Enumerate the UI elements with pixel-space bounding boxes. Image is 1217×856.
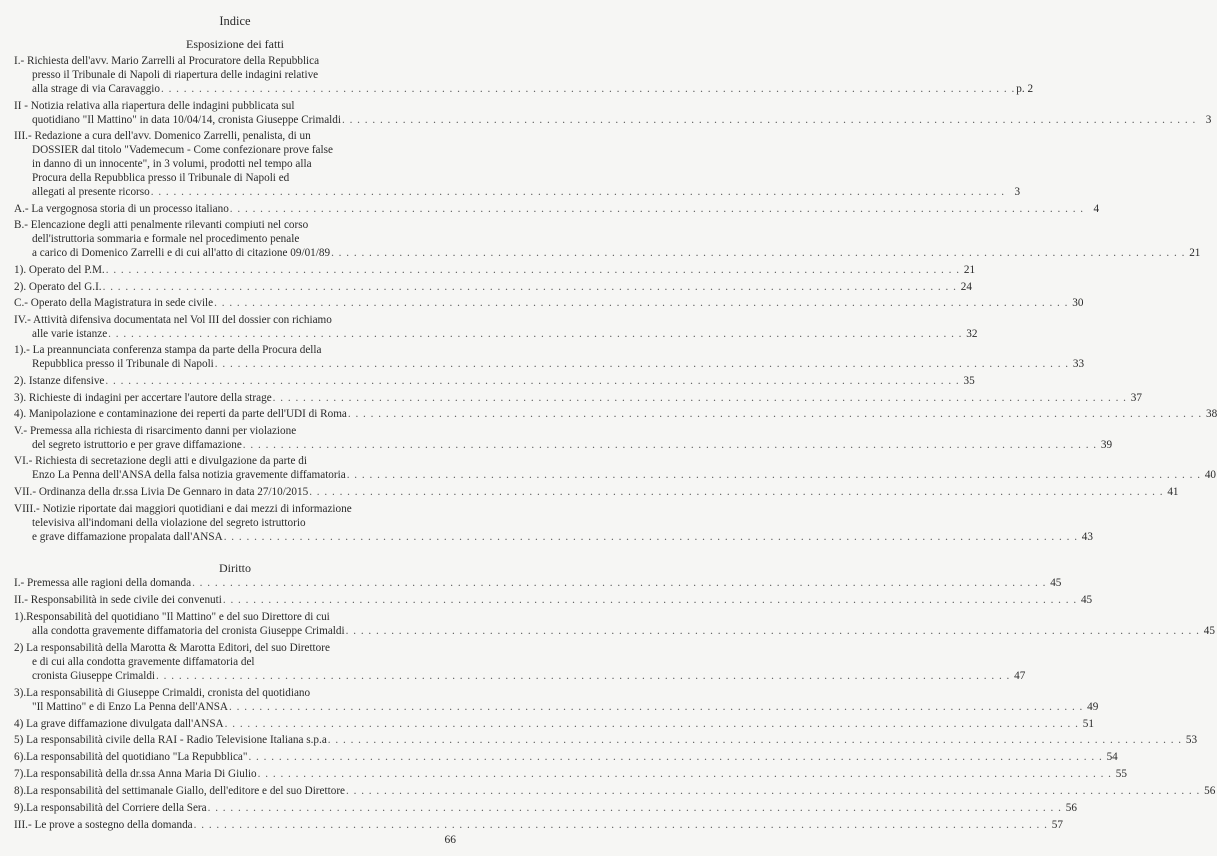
entry-last-line [14,468,1216,482]
entry-last-line [14,113,1212,127]
entry-page-number: 33 [1072,358,1085,371]
dot-leader: . . . . . . . . . . . . . . . . . . . . . . . . . . . . . . . . . . . . . . . . . . . . . . . . . . . . . . . . . . . . . . . . . . . . . . . . . . . . . . . . . . . . . . . . . . . . . . . . . . . . . . . . . . . . . . . . . [193,818,1048,831]
dot-leader: . . . . . . . . . . . . . . . . . . . . . . . . . . . . . . . . . . . . . . . . . . . . . . . . . . . . . . . . . . . . . . . . . . . . . . . . . . . . . . . . . . . . . . . . . . . . . . . . . . . . . . . . . . . . . . . . . [160,83,1016,95]
index-entry [14,502,1093,544]
entry-page-number: 43 [1081,530,1093,543]
index-entry [14,717,1094,731]
entry-page-number: 49 [1087,700,1099,713]
entry-last-line [14,407,1217,421]
entry-line: B.- Elencazione degli atti penalmente rilevanti compiuti nel corso [14,219,309,232]
entry-last-line [14,624,1215,638]
entry-text: 9).La responsabilità del Corriere della Sera [14,802,207,814]
entry-line: DOSSIER dal titolo "Vademecum - Come confezionare prove false [32,144,333,157]
index-entry [14,424,1113,452]
entry-text: 4) La grave diffamazione divulgata dall'ANSA [14,717,224,730]
index-entry [14,784,1216,798]
entry-text: 2). Operato del G.I. [14,280,102,293]
index-entry [14,202,1100,216]
dot-leader: . . . . . . . . . . . . . . . . . . . . . . . . . . . . . . . . . . . . . . . . . . . . . . . . . . . . . . . . . . . . . . . . . . . . . . . . . . . . . . . . . . . . . . . . . . . . . . . . . . . . . . . . . . . . . . . . . [257,768,1112,781]
entry-page-number: 53 [1185,734,1198,747]
entry-text: alle varie istanze [32,327,108,340]
index-entry [14,686,1099,714]
entry-page-number: 40 [1204,469,1216,482]
entry-last-line [14,246,1201,260]
entry-line: 1).- La preannunciata conferenza stampa da parte della Procura della [14,344,322,357]
entry-text: del segreto istruttorio e per grave diffamazione [32,438,242,451]
dot-leader: . . . . . . . . . . . . . . . . . . . . . . . . . . . . . . . . . . . . . . . . . . . . . . . . . . . . . . . . . . . . . . . . . . . . . . . . . . . . . . . . . . . . . . . . . . . . . . . . . . . . . . . . . . . . . . . . . [309,486,1164,498]
entry-line: I.- Richiesta dell'avv. Mario Zarrelli al Procuratore della Repubblica [14,55,320,67]
entry-line: VI.- Richiesta di secretazione degli atti e divulgazione da parte di [14,455,307,468]
entry-line: III.- Redazione a cura dell'avv. Domenico Zarrelli, penalista, di un [14,130,311,143]
index-entry [14,296,1084,310]
entry-last-line [14,767,1127,781]
entry-last-line [14,593,1093,607]
entry-page-number: 41 [1167,486,1179,498]
index-entry [14,641,1026,683]
dot-leader: . . . . . . . . . . . . . . . . . . . . . . . . . . . . . . . . . . . . . . . . . . . . . . . . . . . . . . . . . . . . . . . . . . . . . . . . . . . . . . . . . . . . . . . . . . . . . . . . . . . . . . . . . . . . . . . . . [192,577,1047,589]
entry-last-line [14,438,1113,452]
entry-text: I.- Premessa alle ragioni della domanda [14,577,192,589]
index-entry [14,750,1118,764]
entry-line: presso il Tribunale di Napoli di riapertura delle indagini relative [32,69,319,81]
entry-last-line [14,669,1026,683]
entry-text: 3). Richieste di indagini per accertare l'autore della strage [14,391,272,404]
entry-page-number: 57 [1051,818,1063,831]
entry-text: VII.- Ordinanza della dr.ssa Livia De Gennaro in data 27/10/2015 [14,486,309,498]
entry-page-number: 24 [960,280,972,293]
entry-line: VIII.- Notizie riportate dai maggiori quotidiani e dai mezzi di informazione [14,502,352,515]
entry-page-number: 45 [1203,624,1215,637]
entry-line: 2) La responsabilità della Marotta & Marotta Editori, del suo Direttore [14,641,330,654]
entry-page-number: 4 [1093,202,1100,215]
entry-page-number: 37 [1130,391,1142,404]
dot-leader: . . . . . . . . . . . . . . . . . . . . . . . . . . . . . . . . . . . . . . . . . . . . . . . . . . . . . . . . . . . . . . . . . . . . . . . . . . . . . . . . . . . . . . . . . . . . . . . . . . . . . . . . . . . . . . . . . [229,700,1084,713]
entry-last-line [14,530,1093,544]
index-entry [14,576,1062,590]
entry-last-line [14,700,1099,714]
entry-text: e grave diffamazione propalata dall'ANSA [32,530,223,543]
entry-text: 2). Istanze difensive [14,375,105,387]
entry-page-number: 51 [1082,717,1094,730]
entry-text: 1). Operato del P.M. [14,264,105,276]
entry-line: 3).La responsabilità di Giuseppe Crimaldi, cronista del quotidiano [14,686,311,699]
entry-line: IV.- Attività difensiva documentata nel Vol III del dossier con richiamo [14,313,332,326]
index-entry [14,313,978,341]
entry-last-line [14,357,1085,371]
entry-page-number: 30 [1072,297,1084,310]
index-entry [14,374,975,388]
dot-leader: . . . . . . . . . . . . . . . . . . . . . . . . . . . . . . . . . . . . . . . . . . . . . . . . . . . . . . . . . . . . . . . . . . . . . . . . . . . . . . . . . . . . . . . . . . . . . . . . . . . . . . . . . . . . . . . . . [207,802,1062,814]
entry-line: e di cui alla condotta gravemente diffamatoria del [32,655,255,668]
entry-last-line [14,576,1062,590]
entry-page-number: 54 [1106,751,1118,764]
entry-page-number: 47 [1014,669,1026,682]
section-heading-facts: Esposizione dei fatti [186,37,284,51]
entry-last-line [14,263,976,277]
entry-page-number: 56 [1204,785,1216,798]
dot-leader: . . . . . . . . . . . . . . . . . . . . . . . . . . . . . . . . . . . . . . . . . . . . . . . . . . . . . . . . . . . . . . . . . . . . . . . . . . . . . . . . . . . . . . . . . . . . . . . . . . . . . . . . . . . . . . . . . [108,327,963,340]
index-entry [14,767,1127,781]
dot-leader: . . . . . . . . . . . . . . . . . . . . . . . . . . . . . . . . . . . . . . . . . . . . . . . . . . . . . . . . . . . . . . . . . . . . . . . . . . . . . . . . . . . . . . . . . . . . . . . . . . . . . . . . . . . . . . . . . [223,530,1078,543]
entry-last-line [14,82,1034,96]
entry-text: 8).La responsabilità del settimanale Giallo, dell'editore e del suo Direttore [14,785,346,798]
entry-line: dell'istruttoria sommaria e formale nel procedimento penale [32,233,300,246]
dot-leader: . . . . . . . . . . . . . . . . . . . . . . . . . . . . . . . . . . . . . . . . . . . . . . . . . . . . . . . . . . . . . . . . . . . . . . . . . . . . . . . . . . . . . . . . . . . . . . . . . . . . . . . . . . . . . . . . . [272,391,1127,404]
entry-page-number: 55 [1115,768,1127,781]
index-entry [14,218,1201,260]
dot-leader: . . . . . . . . . . . . . . . . . . . . . . . . . . . . . . . . . . . . . . . . . . . . . . . . . . . . . . . . . . . . . . . . . . . . . . . . . . . . . . . . . . . . . . . . . . . . . . . . . . . . . . . . . . . . . . . . . [242,438,1098,451]
entry-page-number: 38 [1205,408,1217,421]
dot-leader: . . . . . . . . . . . . . . . . . . . . . . . . . . . . . . . . . . . . . . . . . . . . . . . . . . . . . . . . . . . . . . . . . . . . . . . . . . . . . . . . . . . . . . . . . . . . . . . . . . . . . . . . . . . . . . . . . [222,593,1078,606]
entry-last-line [14,801,1077,815]
dot-leader: . . . . . . . . . . . . . . . . . . . . . . . . . . . . . . . . . . . . . . . . . . . . . . . . . . . . . . . . . . . . . . . . . . . . . . . . . . . . . . . . . . . . . . . . . . . . . . . . . . . . . . . . . . . . . . . . . [346,785,1201,798]
entry-last-line [14,296,1084,310]
index-entry [14,129,1021,199]
entry-line: in danno di un innocente", in 3 volumi, prodotti nel tempo alla [32,158,312,171]
dot-leader: . . . . . . . . . . . . . . . . . . . . . . . . . . . . . . . . . . . . . . . . . . . . . . . . . . . . . . . . . . . . . . . . . . . . . . . . . . . . . . . . . . . . . . . . . . . . . . . . . . . . . . . . . . . . . . . . . [341,113,1197,126]
dot-leader: . . . . . . . . . . . . . . . . . . . . . . . . . . . . . . . . . . . . . . . . . . . . . . . . . . . . . . . . . . . . . . . . . . . . . . . . . . . . . . . . . . . . . . . . . . . . . . . . . . . . . . . . . . . . . . . . . [229,202,1085,215]
index-entry [14,733,1198,747]
entry-last-line [14,280,972,294]
dot-leader: . . . . . . . . . . . . . . . . . . . . . . . . . . . . . . . . . . . . . . . . . . . . . . . . . . . . . . . . . . . . . . . . . . . . . . . . . . . . . . . . . . . . . . . . . . . . . . . . . . . . . . . . . . . . . . . . . [214,297,1069,310]
entry-page-number: 35 [963,375,975,387]
entry-page-number: 3 [1205,113,1212,126]
index-entry [14,485,1179,499]
page-number: 66 [444,834,456,846]
entry-page-number: p. 2 [1016,83,1034,95]
entry-text: cronista Giuseppe Crimaldi [32,669,156,682]
entry-last-line [14,784,1216,798]
entry-text: 7).La responsabilità della dr.ssa Anna Maria Di Giulio [14,768,257,781]
index-entry [14,391,1142,405]
entry-last-line [14,327,978,341]
entry-text: "Il Mattino" e di Enzo La Penna dell'ANSA [32,700,229,713]
entry-text: quotidiano "Il Mattino" in data 10/04/14, cronista Giuseppe Crimaldi [32,113,341,126]
entry-line: televisiva all'indomani della violazione del segreto istruttorio [32,516,306,529]
entry-page-number: 39 [1100,438,1113,451]
entry-text: 5) La responsabilità civile della RAI - Radio Televisione Italiana s.p.a [14,734,327,747]
index-entry [14,263,976,277]
dot-leader: . . . . . . . . . . . . . . . . . . . . . . . . . . . . . . . . . . . . . . . . . . . . . . . . . . . . . . . . . . . . . . . . . . . . . . . . . . . . . . . . . . . . . . . . . . . . . . . . . . . . . . . . . . . . . . . . . [327,734,1183,747]
entry-last-line [14,750,1118,764]
dot-leader: . . . . . . . . . . . . . . . . . . . . . . . . . . . . . . . . . . . . . . . . . . . . . . . . . . . . . . . . . . . . . . . . . . . . . . . . . . . . . . . . . . . . . . . . . . . . . . . . . . . . . . . . . . . . . . . . . [345,624,1200,637]
entry-text: Repubblica presso il Tribunale di Napoli [32,358,214,371]
dot-leader: . . . . . . . . . . . . . . . . . . . . . . . . . . . . . . . . . . . . . . . . . . . . . . . . . . . . . . . . . . . . . . . . . . . . . . . . . . . . . . . . . . . . . . . . . . . . . . . . . . . . . . . . . . . . . . . . . [214,358,1070,371]
entry-text: alla condotta gravemente diffamatoria del cronista Giuseppe Crimaldi [32,624,345,637]
page-title: Indice [219,14,251,28]
dot-leader: . . . . . . . . . . . . . . . . . . . . . . . . . . . . . . . . . . . . . . . . . . . . . . . . . . . . . . . . . . . . . . . . . . . . . . . . . . . . . . . . . . . . . . . . . . . . . . . . . . . . . . . . . . . . . . . . . [102,280,957,293]
entry-last-line [14,818,1063,832]
index-entry [14,801,1077,815]
entry-line: Procura della Repubblica presso il Tribunale di Napoli ed [32,172,290,185]
index-entry [14,454,1216,482]
entry-text: 6).La responsabilità del quotidiano "La Repubblica" [14,751,248,764]
entry-text: 4). Manipolazione e contaminazione dei reperti da parte dell'UDI di Roma [14,408,347,421]
entry-text: A.- La vergognosa storia di un processo italiano [14,202,229,215]
entry-last-line [14,717,1094,731]
entry-last-line [14,733,1198,747]
index-entry [14,818,1063,832]
dot-leader: . . . . . . . . . . . . . . . . . . . . . . . . . . . . . . . . . . . . . . . . . . . . . . . . . . . . . . . . . . . . . . . . . . . . . . . . . . . . . . . . . . . . . . . . . . . . . . . . . . . . . . . . . . . . . . . . . [346,469,1201,482]
entry-line: V.- Premessa alla richiesta di risarcimento danni per violazione [14,424,297,437]
dot-leader: . . . . . . . . . . . . . . . . . . . . . . . . . . . . . . . . . . . . . . . . . . . . . . . . . . . . . . . . . . . . . . . . . . . . . . . . . . . . . . . . . . . . . . . . . . . . . . . . . . . . . . . . . . . . . . . . . [105,375,960,387]
entry-text: C.- Operato della Magistratura in sede civile [14,297,214,310]
entry-last-line [14,185,1021,199]
index-entry [14,593,1093,607]
entry-line: 1).Responsabilità del quotidiano "Il Mattino" e del suo Direttore di cui [14,610,330,623]
entry-last-line [14,374,975,388]
entry-text: alla strage di via Caravaggio [32,83,160,95]
entry-line: II - Notizia relativa alla riapertura delle indagini pubblicata sul [14,99,295,112]
entry-text: III.- Le prove a sostegno della domanda [14,818,193,831]
dot-leader: . . . . . . . . . . . . . . . . . . . . . . . . . . . . . . . . . . . . . . . . . . . . . . . . . . . . . . . . . . . . . . . . . . . . . . . . . . . . . . . . . . . . . . . . . . . . . . . . . . . . . . . . . . . . . . . . . [156,669,1011,682]
entry-page-number: 56 [1065,802,1077,814]
entry-page-number: 3 [1014,186,1021,199]
entry-text: a carico di Domenico Zarrelli e di cui all'atto di citazione 09/01/89 [32,247,331,260]
section-heading-law: Diritto [219,561,251,575]
dot-leader: . . . . . . . . . . . . . . . . . . . . . . . . . . . . . . . . . . . . . . . . . . . . . . . . . . . . . . . . . . . . . . . . . . . . . . . . . . . . . . . . . . . . . . . . . . . . . . . . . . . . . . . . . . . . . . . . . [331,247,1186,260]
entry-last-line [14,391,1142,405]
entry-text: Enzo La Penna dell'ANSA della falsa notizia gravemente diffamatoria [32,469,346,482]
entry-page-number: 21 [1189,247,1201,260]
index-entry [14,610,1215,638]
dot-leader: . . . . . . . . . . . . . . . . . . . . . . . . . . . . . . . . . . . . . . . . . . . . . . . . . . . . . . . . . . . . . . . . . . . . . . . . . . . . . . . . . . . . . . . . . . . . . . . . . . . . . . . . . . . . . . . . . [224,717,1079,730]
entry-last-line [14,485,1179,499]
index-entry [14,99,1212,127]
entry-text: allegati al presente ricorso [32,186,150,199]
entry-page-number: 45 [1050,577,1062,589]
entry-text: II.- Responsabilità in sede civile dei convenuti [14,593,222,606]
index-entry [14,343,1085,371]
index-entry [14,407,1217,421]
dot-leader: . . . . . . . . . . . . . . . . . . . . . . . . . . . . . . . . . . . . . . . . . . . . . . . . . . . . . . . . . . . . . . . . . . . . . . . . . . . . . . . . . . . . . . . . . . . . . . . . . . . . . . . . . . . . . . . . . [105,264,961,276]
index-entry [14,54,1034,96]
dot-leader: . . . . . . . . . . . . . . . . . . . . . . . . . . . . . . . . . . . . . . . . . . . . . . . . . . . . . . . . . . . . . . . . . . . . . . . . . . . . . . . . . . . . . . . . . . . . . . . . . . . . . . . . . . . . . . . . . [347,408,1203,421]
index-entry [14,280,972,294]
entry-page-number: 21 [963,264,976,276]
entry-page-number: 32 [966,327,978,340]
dot-leader: . . . . . . . . . . . . . . . . . . . . . . . . . . . . . . . . . . . . . . . . . . . . . . . . . . . . . . . . . . . . . . . . . . . . . . . . . . . . . . . . . . . . . . . . . . . . . . . . . . . . . . . . . . . . . . . . . [248,751,1103,764]
dot-leader: . . . . . . . . . . . . . . . . . . . . . . . . . . . . . . . . . . . . . . . . . . . . . . . . . . . . . . . . . . . . . . . . . . . . . . . . . . . . . . . . . . . . . . . . . . . . . . . . . . . . . . . . . . . . . . . . . [150,186,1006,199]
entry-last-line [14,202,1100,216]
entry-page-number: 45 [1080,593,1093,606]
